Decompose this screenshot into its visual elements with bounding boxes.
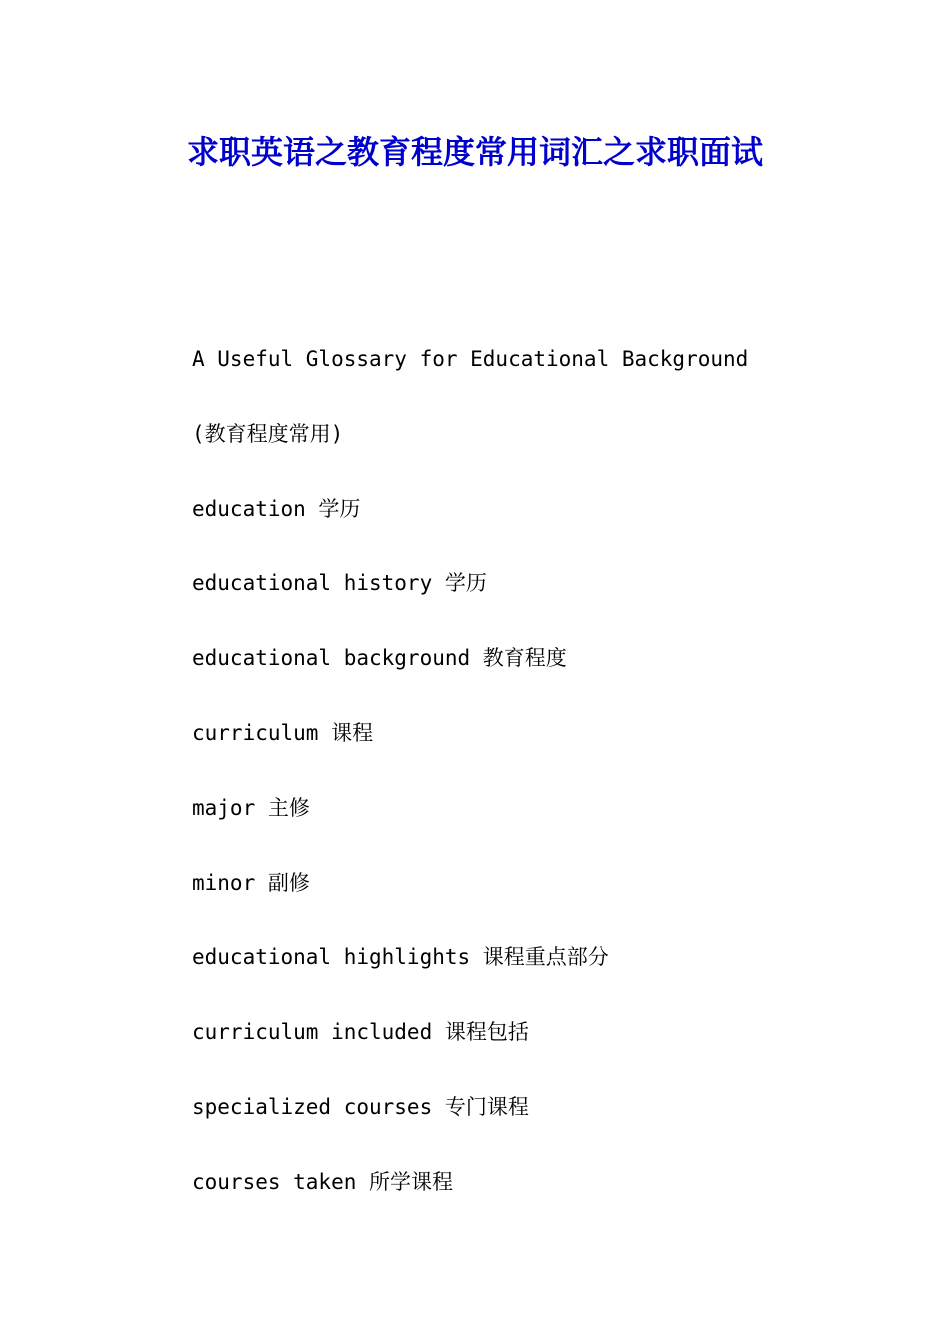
glossary-line: A Useful Glossary for Educational Background — [192, 347, 749, 371]
glossary-line: education 学历 — [192, 496, 361, 521]
glossary-line: educational background 教育程度 — [192, 646, 567, 671]
glossary-line: minor 副修 — [192, 870, 310, 895]
glossary-line: curriculum 课程 — [192, 720, 374, 745]
glossary-line: courses taken 所学课程 — [192, 1169, 454, 1194]
glossary-line: educational highlights 课程重点部分 — [192, 945, 609, 970]
document-title: 求职英语之教育程度常用词汇之求职面试 — [186, 133, 763, 171]
glossary-line: (教育程度常用) — [192, 421, 344, 446]
glossary-line: curriculum included 课程包括 — [192, 1020, 529, 1045]
glossary-line: major 主修 — [192, 795, 310, 820]
glossary-line: specialized courses 专门课程 — [192, 1094, 529, 1119]
glossary-list — [192, 336, 892, 1234]
glossary-line: educational history 学历 — [192, 571, 487, 596]
